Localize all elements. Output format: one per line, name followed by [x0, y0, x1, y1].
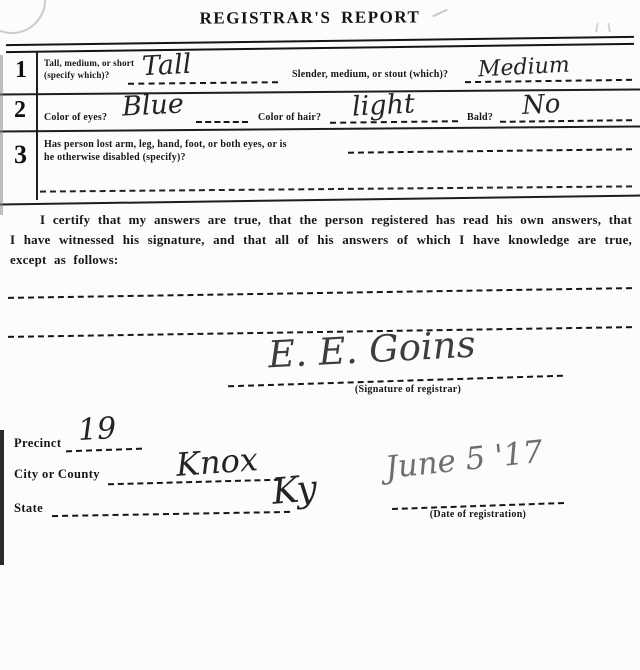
certification-text: I certify that my answers are true, that the person registered has read his own answers, that I have witnessed his signature, and that all of his answers of which I have knowledge are true, except as follows: [10, 212, 632, 268]
answer-line-bald [500, 119, 632, 123]
state-label: State [14, 501, 44, 515]
precinct-line [66, 448, 142, 453]
city-county-value: Knox [174, 440, 260, 484]
table-vertical-rule [36, 52, 38, 200]
answer-line-hair [330, 120, 458, 124]
registration-date-value: June 5 '17 [383, 433, 545, 487]
row2-number: 2 [14, 97, 26, 123]
registration-date-caption: (Date of registration) [429, 509, 527, 520]
question-bald: Bald? [467, 112, 494, 123]
state-value: Ky [270, 468, 319, 513]
answer-eyes: Blue [121, 88, 185, 123]
row-divider-2 [0, 125, 640, 132]
scan-edge-artifact-bottom [0, 430, 4, 565]
answer-line-eyes [196, 121, 248, 123]
precinct-value: 19 [77, 411, 118, 448]
answer-line-disabled [348, 148, 632, 153]
answer-hair: light [351, 88, 416, 123]
question-eyes: Color of eyes? [44, 112, 108, 123]
question-stature: Slender, medium, or stout (which)? [292, 69, 449, 80]
signature-caption: (Signature of registrar) [354, 384, 462, 395]
question-hair: Color of hair? [258, 112, 322, 123]
state-line [52, 511, 290, 517]
city-county-label: City or County [14, 467, 100, 481]
answer-build: Tall [141, 48, 193, 83]
row1-number: 1 [15, 57, 27, 83]
row3-number: 3 [14, 140, 27, 169]
answer-bald: No [521, 89, 562, 121]
exception-line-1 [8, 287, 632, 299]
precinct-label: Precinct [14, 436, 62, 450]
question-disabled: Has person lost arm, leg, hand, foot, or both eyes, or is he otherwise disabled (specify)? [44, 139, 287, 163]
row3-answer-line-2 [40, 185, 632, 192]
page-title: REGISTRAR'S REPORT [199, 7, 421, 28]
title-divider [6, 36, 634, 53]
scan-edge-artifact-top [0, 55, 3, 215]
registrar-signature: E. E. Goins [267, 322, 477, 377]
answer-stature: Medium [477, 52, 571, 83]
table-bottom-rule [0, 195, 640, 206]
scan-smudge-2 [595, 23, 611, 32]
question-build: Tall, medium, or short (specify which)? [44, 58, 135, 80]
